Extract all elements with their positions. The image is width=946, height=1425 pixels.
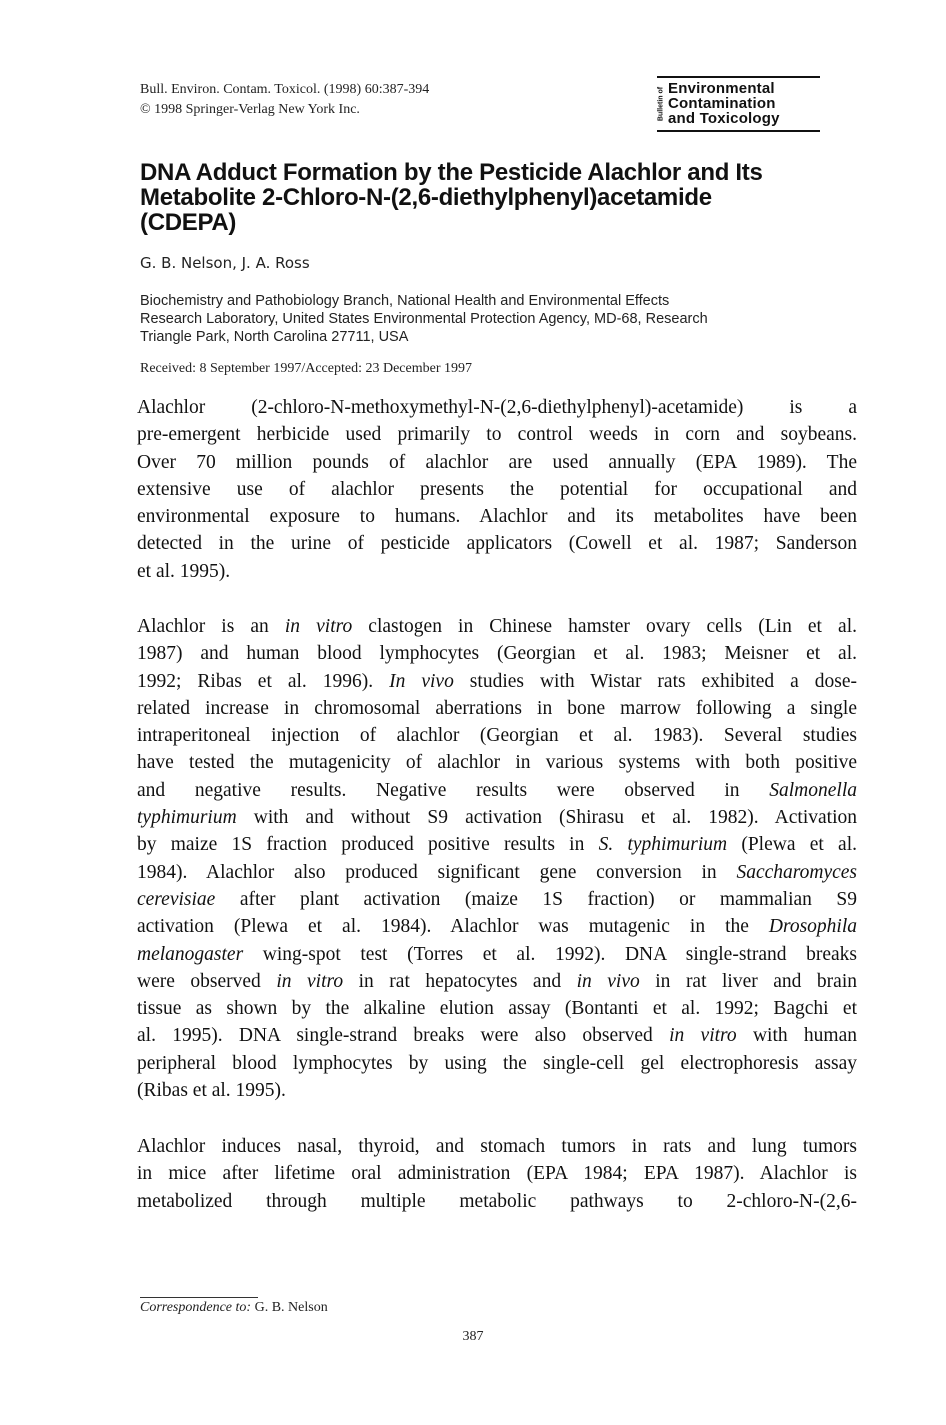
paragraph-line: cerevisiae after plant activation (maize 1S fraction) or mammalian S9 <box>137 888 857 910</box>
paragraph-line: et al. 1995). <box>137 560 231 582</box>
affiliation-line: Biochemistry and Pathobiology Branch, National Health and Environmental Effects <box>140 293 670 309</box>
title-line: (CDEPA) <box>140 209 237 236</box>
page-number: 387 <box>462 1329 484 1344</box>
body-paragraph-1 <box>137 394 857 585</box>
affiliation-line: Research Laboratory, United States Environmental Protection Agency, MD-68, Research <box>140 311 708 327</box>
citation-header <box>140 80 429 120</box>
authors: G. B. Nelson, J. A. Ross <box>140 254 310 272</box>
paragraph-line: 1984). Alachlor also produced significant gene conversion in Saccharomyces <box>137 861 857 883</box>
paragraph-line: al. 1995). DNA single-strand breaks were also observed in vitro with human <box>137 1025 857 1047</box>
paragraph-line: by maize 1S fraction produced positive results in S. typhimurium (Plewa et al. <box>137 834 857 856</box>
paragraph-line: activation (Plewa et al. 1984). Alachlor was mutagenic in the Drosophila <box>137 916 857 938</box>
journal-logo-line: Contamination <box>668 95 776 112</box>
received-accepted-dates: Received: 8 September 1997/Accepted: 23 December 1997 <box>140 361 472 376</box>
paragraph-line: Alachlor (2-chloro-N-methoxymethyl-N-(2,6-diethylphenyl)-acetamide) is a <box>137 397 857 418</box>
paragraph-line: (Ribas et al. 1995). <box>137 1080 286 1102</box>
paragraph-line: were observed in vitro in rat hepatocytes and in vivo in rat liver and brain <box>137 970 857 992</box>
footnote-rule <box>140 1297 258 1298</box>
footnote-name: G. B. Nelson <box>251 1300 328 1315</box>
body-paragraph-2 <box>137 613 857 1104</box>
paragraph-line: 1992; Ribas et al. 1996). In vivo studies with Wistar rats exhibited a dose- <box>137 670 857 692</box>
paragraph-line: Alachlor is an in vitro clastogen in Chinese hamster ovary cells (Lin et al. <box>137 616 857 637</box>
paragraph-line: detected in the urine of pesticide applicators (Cowell et al. 1987; Sanderson <box>137 533 857 555</box>
paragraph-line: melanogaster wing-spot test (Torres et al. 1992). DNA single-strand breaks <box>137 943 857 965</box>
paragraph-line: in mice after lifetime oral administration (EPA 1984; EPA 1987). Alachlor is <box>137 1163 857 1185</box>
journal-logo-side-text: Bulletin of <box>657 86 665 122</box>
paragraph-line: extensive use of alachlor presents the potential for occupational and <box>137 478 857 500</box>
paragraph-line: related increase in chromosomal aberrations in bone marrow following a single <box>137 697 857 719</box>
journal-logo-line: and Toxicology <box>668 110 780 127</box>
journal-logo <box>657 76 820 132</box>
body-paragraph-3 <box>137 1133 857 1215</box>
paragraph-line: environmental exposure to humans. Alachlor and its metabolites have been <box>137 506 857 528</box>
citation-line: Bull. Environ. Contam. Toxicol. (1998) 60:387-394 <box>140 82 430 97</box>
title-line: Metabolite 2-Chloro-N-(2,6-diethylphenyl)acetamide <box>140 184 712 211</box>
title-line: DNA Adduct Formation by the Pesticide Alachlor and Its <box>140 159 763 186</box>
affiliation <box>140 292 850 346</box>
paragraph-line: 1987) and human blood lymphocytes (Georgian et al. 1983; Meisner et al. <box>137 643 857 665</box>
paragraph-line: have tested the mutagenicity of alachlor in various systems with both positive <box>137 752 857 774</box>
paragraph-line: tissue as shown by the alkaline elution assay (Bontanti et al. 1992; Bagchi et <box>137 998 857 1020</box>
correspondence-footnote <box>140 1300 328 1316</box>
journal-logo-line: Environmental <box>668 80 775 97</box>
paragraph-line: intraperitoneal injection of alachlor (Georgian et al. 1983). Several studies <box>137 725 857 747</box>
paragraph-line: metabolized through multiple metabolic pathways to 2-chloro-N-(2,6- <box>137 1190 857 1212</box>
copyright-line: © 1998 Springer-Verlag New York Inc. <box>140 102 360 117</box>
footnote-label: Correspondence to: <box>140 1300 252 1315</box>
affiliation-line: Triangle Park, North Carolina 27711, USA <box>140 329 409 345</box>
paragraph-line: and negative results. Negative results were observed in Salmonella <box>137 779 857 801</box>
paragraph-line: Alachlor induces nasal, thyroid, and stomach tumors in rats and lung tumors <box>137 1136 857 1157</box>
paragraph-line: peripheral blood lymphocytes by using the single-cell gel electrophoresis assay <box>137 1052 857 1074</box>
paragraph-line: Over 70 million pounds of alachlor are used annually (EPA 1989). The <box>137 451 857 473</box>
paragraph-line: pre-emergent herbicide used primarily to control weeds in corn and soybeans. <box>137 424 857 446</box>
paragraph-line: typhimurium with and without S9 activation (Shirasu et al. 1982). Activation <box>137 807 857 829</box>
article-title <box>140 160 840 235</box>
